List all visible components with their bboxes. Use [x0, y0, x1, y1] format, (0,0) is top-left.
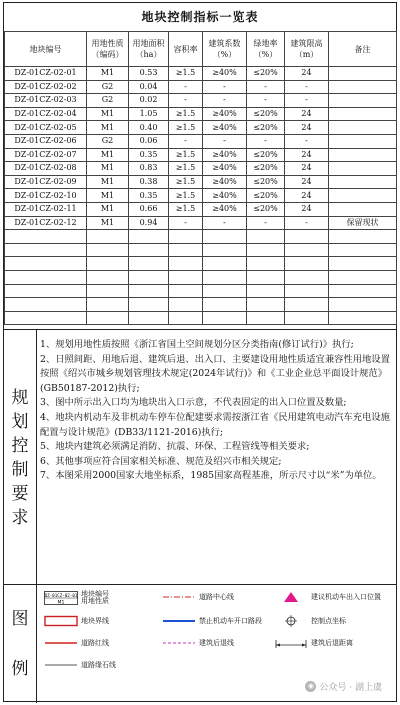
table-cell: - [203, 80, 247, 94]
table-cell: M1 [87, 216, 129, 230]
table-cell: ≤20% [247, 107, 285, 121]
requirements-label [4, 330, 37, 585]
header-green: 绿地率 （%） [247, 32, 285, 67]
wechat-icon: ◉ [305, 681, 316, 692]
table-row-empty [5, 230, 397, 244]
requirements-list [40, 338, 392, 484]
table-cell-empty [87, 298, 129, 312]
dimension-arrow-icon [274, 637, 308, 649]
requirement-item: 6、其他事项应符合国家相关标准、规范及绍兴市相关规定; [40, 455, 282, 467]
table-row-empty [5, 243, 397, 257]
requirement-item: 1、规划用地性质按照《浙江省国土空间规划分区分类指南(修订试行)》执行; [40, 339, 354, 350]
plot-code-icon [44, 591, 78, 605]
table-cell: - [169, 216, 203, 230]
legend-text: 道路中心线 [199, 593, 234, 601]
table-cell: 0.06 [129, 134, 169, 148]
table-cell-empty [247, 284, 285, 298]
label-char: 要 [11, 483, 29, 504]
header-land-use: 用地性质 （编码） [87, 32, 129, 67]
table-cell: 0.35 [129, 148, 169, 162]
table-cell: DZ-01CZ-02-09 [5, 175, 87, 189]
table-cell-empty [329, 243, 397, 257]
table-cell-empty [87, 270, 129, 284]
table-row [5, 94, 397, 108]
legend-plot-boundary [44, 615, 109, 627]
table-cell-empty [285, 284, 329, 298]
table-cell-empty [285, 243, 329, 257]
table-row [5, 67, 397, 81]
table-cell: 24 [285, 175, 329, 189]
table-cell-empty [129, 284, 169, 298]
table-cell-empty [5, 230, 87, 244]
table-cell-empty [247, 230, 285, 244]
table-cell: M1 [87, 175, 129, 189]
table-cell-empty [129, 230, 169, 244]
table-cell-empty [169, 311, 203, 325]
legend-text: 建筑后退距离 [311, 639, 353, 647]
table-cell-empty [169, 270, 203, 284]
table-cell-empty [203, 257, 247, 271]
table-cell-empty [285, 257, 329, 271]
table-cell-empty [87, 257, 129, 271]
table-cell: ≥40% [203, 67, 247, 81]
table-cell-empty [247, 257, 285, 271]
table-cell-empty [203, 243, 247, 257]
table-cell-empty [329, 270, 397, 284]
plot-code-sample: DZ-01CZ-02-01 [44, 592, 78, 598]
table-row [5, 121, 397, 135]
label-char: 制 [11, 459, 29, 480]
table-row-empty [5, 257, 397, 271]
table-cell: G2 [87, 134, 129, 148]
table-cell: ≥1.5 [169, 67, 203, 81]
table-cell-empty [87, 243, 129, 257]
table-cell [329, 148, 397, 162]
table-cell-empty [329, 284, 397, 298]
sheet-title: 地块控制指标一览表 [4, 3, 396, 32]
table-cell: ≤20% [247, 67, 285, 81]
table-cell: 0.40 [129, 121, 169, 135]
table-cell: ≤20% [247, 189, 285, 203]
table-cell: - [247, 80, 285, 94]
table-cell: - [169, 94, 203, 108]
table-cell: 0.35 [129, 189, 169, 203]
table-cell: 0.94 [129, 216, 169, 230]
table-row-empty [5, 298, 397, 312]
table-cell: G2 [87, 94, 129, 108]
table-cell: M1 [87, 107, 129, 121]
table-cell-empty [87, 230, 129, 244]
table-cell: ≤20% [247, 121, 285, 135]
table-cell-empty [285, 311, 329, 325]
table-cell: M1 [87, 162, 129, 176]
table-cell-empty [5, 284, 87, 298]
table-cell-empty [329, 298, 397, 312]
table-cell-empty [247, 243, 285, 257]
red-line-icon [44, 637, 78, 649]
requirement-item: 2、日照间距、用地后退、建筑后退、出入口、主要建设用地性质适宜兼容性用地设置按照《绍兴市城乡规划管理技术规定(2024年试行)》和《工业企业总平面设计规范》(GB50187-2012)执行; [40, 353, 390, 394]
table-cell-empty [203, 230, 247, 244]
table-cell: - [247, 94, 285, 108]
table-cell: - [247, 216, 285, 230]
legend-text: 控制点坐标 [311, 617, 346, 625]
table-cell: 24 [285, 67, 329, 81]
table-cell-empty [5, 243, 87, 257]
label-char: 规 [11, 387, 29, 408]
table-cell: M1 [87, 189, 129, 203]
legend-text: 禁止机动车开口路段 [199, 617, 262, 625]
table-cell: ≥1.5 [169, 121, 203, 135]
land-use-sample: M1 [57, 600, 65, 605]
table-cell: DZ-01CZ-02-04 [5, 107, 87, 121]
table-cell-empty [129, 298, 169, 312]
table-cell-empty [203, 298, 247, 312]
legend-no-entrance [162, 615, 262, 627]
table-cell [329, 121, 397, 135]
table-cell: 0.83 [129, 162, 169, 176]
table-cell [329, 94, 397, 108]
table-cell: DZ-01CZ-02-07 [5, 148, 87, 162]
table-cell-empty [169, 298, 203, 312]
table-cell [329, 134, 397, 148]
table-cell-empty [5, 257, 87, 271]
setback-line-icon [162, 637, 196, 649]
table-cell: DZ-01CZ-02-06 [5, 134, 87, 148]
table-row [5, 107, 397, 121]
table-cell: ≥40% [203, 162, 247, 176]
planning-requirements [4, 329, 396, 585]
table-cell: - [247, 134, 285, 148]
table-row-empty [5, 284, 397, 298]
table-cell: - [285, 216, 329, 230]
table-cell: - [203, 134, 247, 148]
table-cell: - [285, 94, 329, 108]
table-cell-empty [329, 257, 397, 271]
no-entrance-icon [162, 615, 196, 627]
label-char: 控 [11, 435, 29, 456]
header-height: 建筑限高 （m） [285, 32, 329, 67]
table-cell-empty [247, 270, 285, 284]
table-cell: ≥40% [203, 148, 247, 162]
header-area: 用地面积 （ha） [129, 32, 169, 67]
table-cell [329, 189, 397, 203]
control-point-icon [274, 615, 308, 627]
legend-text: 道路红线 [81, 639, 109, 647]
table-row [5, 202, 397, 216]
requirement-item: 5、地块内建筑必须满足消防、抗震、环保、工程管线等相关要求; [40, 441, 310, 453]
control-sheet [3, 2, 397, 702]
header-plot-id: 地块编号 [5, 32, 87, 67]
table-row [5, 162, 397, 176]
table-cell-empty [285, 298, 329, 312]
table-cell: ≥1.5 [169, 175, 203, 189]
table-row-empty [5, 270, 397, 284]
legend-text: 地块界线 [81, 617, 109, 625]
table-header-row [5, 32, 397, 67]
table-cell: - [169, 80, 203, 94]
table-cell: ≥40% [203, 107, 247, 121]
table-cell-empty [169, 257, 203, 271]
legend-text: 建筑后退线 [199, 639, 234, 647]
table-cell: ≤20% [247, 202, 285, 216]
header-coverage: 建筑系数 （%） [203, 32, 247, 67]
table-cell-empty [87, 311, 129, 325]
table-cell: DZ-01CZ-02-10 [5, 189, 87, 203]
table-row [5, 189, 397, 203]
table-cell-empty [129, 270, 169, 284]
table-cell-empty [87, 284, 129, 298]
table-row-empty [5, 311, 397, 325]
legend-setback-distance [274, 637, 353, 649]
table-cell: - [169, 134, 203, 148]
table-cell-empty [203, 284, 247, 298]
legend-red-line [44, 637, 109, 649]
table-cell-empty [129, 257, 169, 271]
table-cell: DZ-01CZ-02-03 [5, 94, 87, 108]
table-cell: DZ-01CZ-02-08 [5, 162, 87, 176]
table-row [5, 148, 397, 162]
table-cell: 0.02 [129, 94, 169, 108]
table-row [5, 134, 397, 148]
table-cell-empty [247, 298, 285, 312]
table-cell-empty [129, 311, 169, 325]
table-row [5, 216, 397, 230]
triangle-icon [274, 591, 308, 603]
table-cell: 0.53 [129, 67, 169, 81]
header-far: 容积率 [169, 32, 203, 67]
legend-vehicle-entrance [274, 591, 381, 603]
table-cell: 0.66 [129, 202, 169, 216]
table-cell: 24 [285, 148, 329, 162]
legend-plot-code [44, 591, 109, 605]
table-cell: M1 [87, 121, 129, 135]
curb-line-icon [44, 659, 78, 671]
index-table [4, 31, 397, 325]
table-cell: 24 [285, 189, 329, 203]
legend-text: 道路缘石线 [81, 661, 116, 669]
table-cell: 24 [285, 121, 329, 135]
table-cell-empty [169, 284, 203, 298]
label-char: 例 [11, 659, 29, 679]
table-cell [329, 202, 397, 216]
table-cell: ≤20% [247, 175, 285, 189]
table-cell [329, 80, 397, 94]
table-cell: M1 [87, 67, 129, 81]
table-cell-empty [169, 243, 203, 257]
table-cell-empty [285, 270, 329, 284]
table-cell: ≥1.5 [169, 148, 203, 162]
legend-text: 地块编号 用地性质 [81, 590, 109, 605]
table-cell: - [203, 94, 247, 108]
table-cell: 24 [285, 202, 329, 216]
watermark-text: 公众号 · 湖上虞 [319, 683, 382, 693]
table-cell-empty [169, 230, 203, 244]
table-cell: - [203, 216, 247, 230]
label-char: 求 [11, 507, 29, 528]
table-cell: DZ-01CZ-02-11 [5, 202, 87, 216]
table-cell: 24 [285, 162, 329, 176]
label-char: 划 [11, 411, 29, 432]
table-cell [329, 175, 397, 189]
legend-label [4, 585, 37, 703]
legend-text: 建议机动车出入口位置 [311, 593, 381, 601]
table-cell-empty [5, 270, 87, 284]
table-row [5, 175, 397, 189]
table-cell: ≥1.5 [169, 162, 203, 176]
table-cell: ≤20% [247, 162, 285, 176]
table-cell: M1 [87, 148, 129, 162]
requirement-item: 3、图中所示出入口均为地块出入口示意，不代表固定的出入口位置及数量; [40, 397, 347, 409]
legend-section [4, 584, 396, 703]
table-cell [329, 162, 397, 176]
requirement-item: 4、地块内机动车及非机动车停车位配建要求需按浙江省《民用建筑电动汽车充电设施配置与设计规范》(DB33/1121-2016)执行; [40, 411, 390, 438]
table-cell-empty [129, 243, 169, 257]
table-cell: ≥40% [203, 189, 247, 203]
legend-control-point [274, 615, 346, 627]
table-cell: - [285, 80, 329, 94]
watermark [305, 680, 382, 693]
table-cell: ≥40% [203, 202, 247, 216]
table-cell-empty [329, 230, 397, 244]
table-cell: - [285, 134, 329, 148]
table-cell [329, 107, 397, 121]
requirement-item: 7、本图采用2000国家大地坐标系，1985国家高程基准，所示尺寸以“米”为单位。 [40, 470, 382, 482]
plot-boundary-icon [44, 615, 78, 627]
label-char: 图 [11, 609, 29, 629]
table-cell: ≤20% [247, 148, 285, 162]
table-cell: DZ-01CZ-02-12 [5, 216, 87, 230]
table-cell: DZ-01CZ-02-02 [5, 80, 87, 94]
table-cell: ≥40% [203, 175, 247, 189]
header-remark: 备注 [329, 32, 397, 67]
table-cell: 24 [285, 107, 329, 121]
table-cell-empty [203, 311, 247, 325]
table-cell: DZ-01CZ-02-05 [5, 121, 87, 135]
table-cell-empty [329, 311, 397, 325]
table-cell: 0.38 [129, 175, 169, 189]
table-cell: ≥1.5 [169, 202, 203, 216]
table-cell-empty [5, 311, 87, 325]
table-cell: ≥1.5 [169, 189, 203, 203]
table-cell [329, 67, 397, 81]
table-row [5, 80, 397, 94]
table-cell: M1 [87, 202, 129, 216]
legend-road-center [162, 591, 234, 603]
road-center-icon [162, 591, 196, 603]
table-cell: 保留现状 [329, 216, 397, 230]
legend-setback-line [162, 637, 234, 649]
table-cell: ≥40% [203, 121, 247, 135]
table-cell-empty [5, 298, 87, 312]
table-cell: 1.05 [129, 107, 169, 121]
legend-curb-line [44, 659, 116, 671]
table-cell-empty [203, 270, 247, 284]
table-cell-empty [247, 311, 285, 325]
table-cell: 0.04 [129, 80, 169, 94]
table-cell: G2 [87, 80, 129, 94]
table-cell: DZ-01CZ-02-01 [5, 67, 87, 81]
table-cell: ≥1.5 [169, 107, 203, 121]
table-cell-empty [285, 230, 329, 244]
